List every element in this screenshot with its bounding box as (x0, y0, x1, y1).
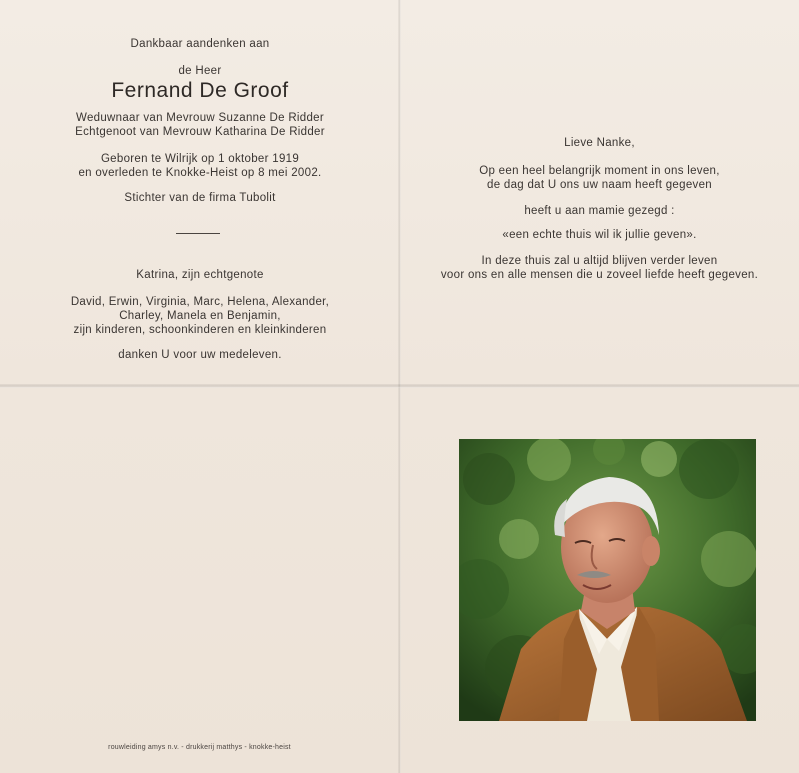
poem-line-4: In deze thuis zal u altijd blijven verder leven (481, 255, 718, 267)
poem-line-5: voor ons en alle mensen die u zoveel liefde heeft gegeven. (440, 269, 759, 281)
poem-quote: «een echte thuis wil ik jullie geven». (502, 229, 697, 241)
death-text: en overleden te Knokke-Heist op 8 mei 2002. (78, 167, 322, 179)
thanks-text: danken U voor uw medeleven. (118, 349, 282, 361)
birth-text: Geboren te Wilrijk op 1 oktober 1919 (100, 153, 300, 165)
deceased-name: Fernand De Groof (111, 79, 289, 102)
printer-credit: rouwleiding amys n.v. - drukkerij matthys - knokke-heist (108, 744, 291, 751)
founder-text: Stichter van de firma Tubolit (124, 192, 276, 204)
children-line-1: David, Erwin, Virginia, Marc, Helena, Alexander, (70, 296, 330, 308)
greeting-text: Lieve Nanke, (564, 137, 635, 149)
poem-line-2: de dag dat U ons uw naam heeft gegeven (487, 179, 712, 191)
divider (176, 233, 220, 234)
spouse-text: Echtgenoot van Mevrouw Katharina De Ridder (75, 126, 325, 138)
poem-line-3: heeft u aan mamie gezegd : (524, 205, 675, 217)
widower-text: Weduwnaar van Mevrouw Suzanne De Ridder (76, 112, 324, 124)
intro-text: Dankbaar aandenken aan (130, 38, 270, 50)
portrait-photo (459, 439, 756, 721)
title-text: de Heer (178, 65, 222, 77)
children-line-2: Charley, Manela en Benjamin, (119, 310, 281, 322)
horizontal-fold (0, 384, 799, 388)
wife-text: Katrina, zijn echtgenote (136, 269, 264, 281)
poem-line-1: Op een heel belangrijk moment in ons leven, (479, 165, 720, 177)
children-line-3: zijn kinderen, schoonkinderen en kleinkinderen (73, 324, 327, 336)
